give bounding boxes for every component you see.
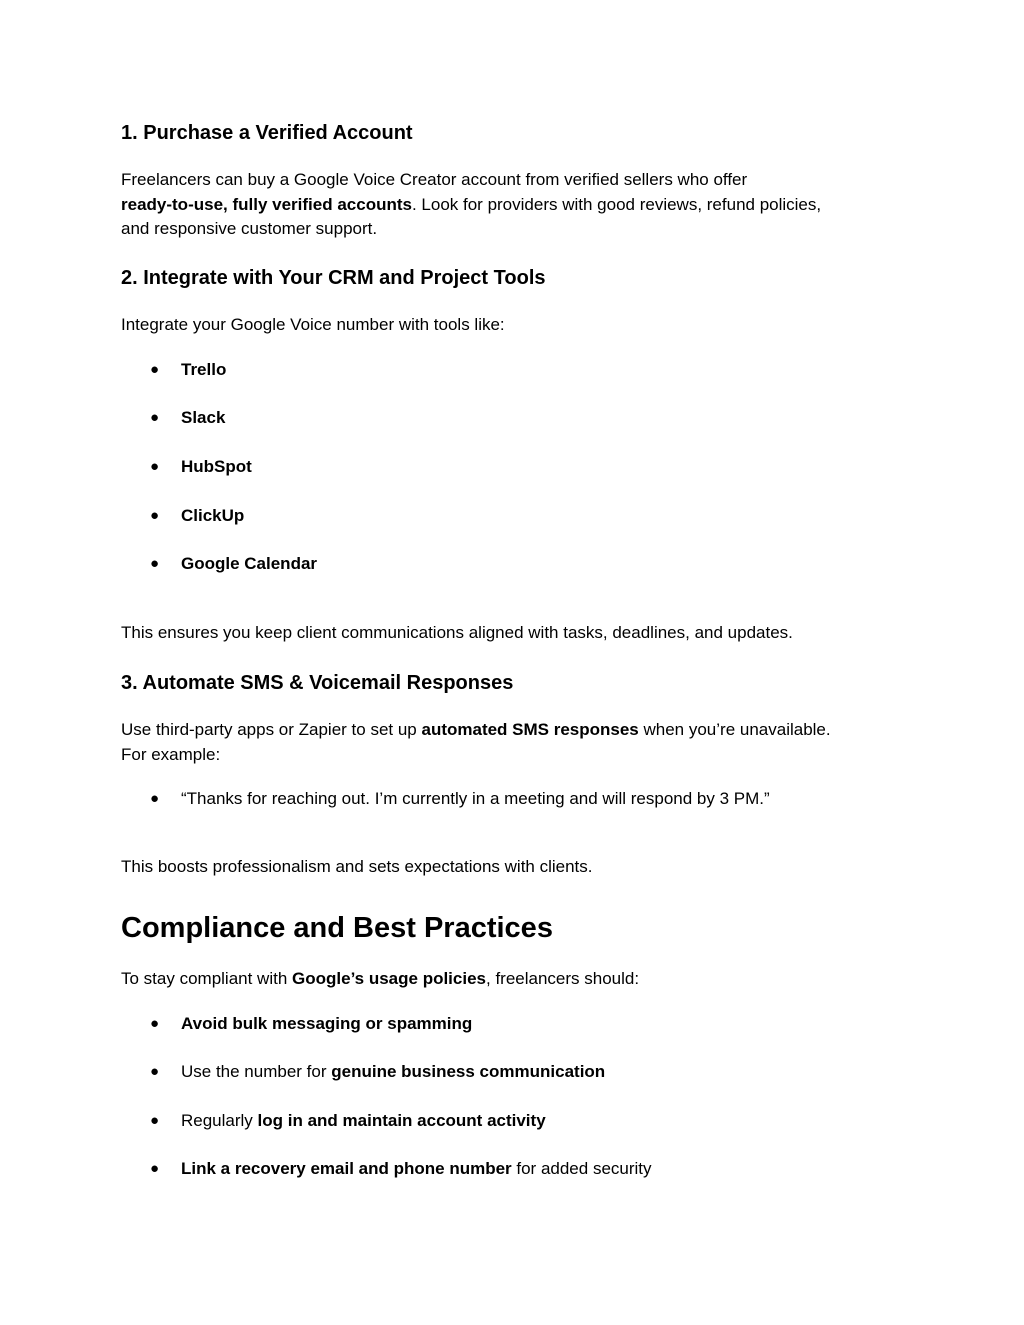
bullet-icon: ● [150, 1063, 160, 1080]
section-1-line-1: Freelancers can buy a Google Voice Creator account from verified sellers who offer [121, 170, 748, 189]
compliance-heading: Compliance and Best Practices [121, 912, 553, 944]
practice-text [181, 1061, 605, 1083]
bullet-icon: ● [150, 409, 160, 426]
bullet-icon: ● [150, 790, 160, 807]
practice-pre: Use the number for [181, 1062, 332, 1081]
tool-name: Trello [181, 360, 227, 379]
bullet-icon: ● [150, 555, 160, 572]
tool-name: Google Calendar [181, 554, 318, 573]
section-1-bold-phrase: ready-to-use, fully verified accounts [121, 194, 412, 214]
example-message: “Thanks for reaching out. I’m currently in a meeting and will respond by 3 PM.” [181, 789, 770, 808]
section-1-heading: 1. Purchase a Verified Account [121, 122, 413, 144]
compliance-intro-post: , freelancers should: [486, 969, 640, 988]
bullet-icon: ● [150, 458, 160, 475]
practice-text [181, 1110, 546, 1132]
section-2-heading: 2. Integrate with Your CRM and Project Tools [121, 267, 546, 289]
bullet-icon: ● [150, 361, 160, 378]
compliance-intro [121, 967, 911, 992]
section-3-paragraph [121, 718, 911, 767]
bullet-icon: ● [150, 1112, 160, 1129]
section-1-line-2-rest: . Look for providers with good reviews, refund policies, [411, 194, 822, 214]
practice-bold: Avoid bulk messaging or spamming [181, 1014, 473, 1033]
tool-name: HubSpot [181, 457, 252, 476]
section-3-line-2: For example: [121, 744, 221, 764]
bullet-icon: ● [150, 1015, 160, 1032]
section-3-pre: Use third-party apps or Zapier to set up [121, 720, 422, 739]
section-3-bold-phrase: automated SMS responses [421, 720, 639, 739]
tool-name: Slack [181, 408, 226, 427]
practice-post: for added security [511, 1159, 652, 1178]
section-2-outro: This ensures you keep client communications aligned with tasks, deadlines, and updates. [121, 623, 793, 642]
practice-bold: Link a recovery email and phone number [181, 1159, 512, 1178]
bullet-icon: ● [150, 1160, 160, 1177]
bullet-icon: ● [150, 507, 160, 524]
section-3-outro: This boosts professionalism and sets expectations with clients. [121, 857, 593, 876]
practice-bold: genuine business communication [331, 1062, 606, 1081]
section-3-heading: 3. Automate SMS & Voicemail Responses [121, 672, 514, 694]
section-2-intro: Integrate your Google Voice number with tools like: [121, 315, 505, 334]
compliance-intro-pre: To stay compliant with [121, 969, 293, 988]
tool-name: ClickUp [181, 506, 245, 525]
section-1-line-3: and responsive customer support. [121, 219, 378, 238]
practice-bold: log in and maintain account activity [257, 1111, 546, 1130]
practice-pre: Regularly [181, 1111, 258, 1130]
practice-text [181, 1158, 652, 1180]
compliance-intro-bold: Google’s usage policies [292, 969, 486, 988]
practice-text [181, 1013, 472, 1035]
section-3-post: when you’re unavailable. [638, 720, 831, 739]
section-1-paragraph [121, 168, 911, 242]
